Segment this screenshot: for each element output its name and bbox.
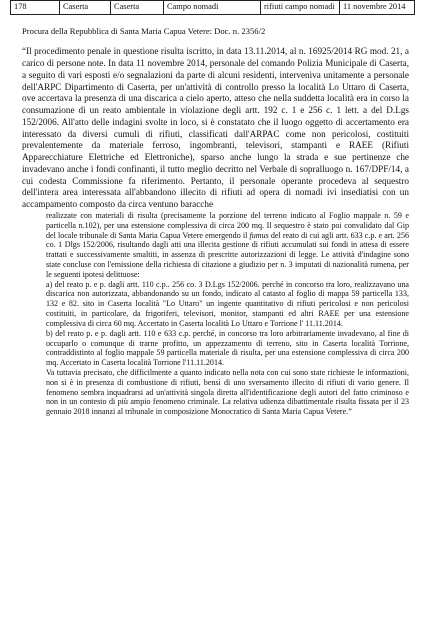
cell-data: 11 novembre 2014 (340, 1, 415, 15)
cell-localita: Caserta (111, 1, 164, 15)
intro-paragraph: “Il procedimento penale in questione risulta iscritto, in data 13.11.2014, al n. 16925/2014 RG mod. 21, a carico di persone note. In data 11 novembre 2014, personale del comando Polizia Municipale di Caserta, a seguito di vari esposti e/o segnalazioni da parte di alcuni residenti, interveniva unitamente a personale dell'ARPC Dipartimento di Caserta, per un'attività di controllo presso la località Lo Uttaro di Caserta, ove accertava la presenza di una discarica a cielo aperto, atteso che nella suddetta località era in corso la consumazione di un reato ambientale in violazione degli artt. 192 c. 1 e 256 c. 1 lett. a del D.Lgs 152/2006. All'atto delle indagini svolte in loco, si è constatato che il luogo oggetto di accertamento era interessato da diversi cumuli di rifiuti, classificati dall'ARPAC come non pericolosi, costituiti prevalentemente da materiale ferroso, ingombranti, televisori, stampanti e RAEE (Rifiuti Apparecchiature Elettriche ed Elettroniche), sparso anche lungo la strada e sue pertinenze che invadevano anche i fondi confinanti, il tutto meglio decritto nel Verbale di sopralluogo n. 167/DPF/14, a cui codesta Commissione fa riferimento. Pertanto, il personale operante procedeva al sequestro dell'intera area interessata all'abbandono illecito di rifiuti ad opera di nomadi ivi insediatisi con un accampamento composto da circa ventuno baracche (22, 46, 409, 210)
quoted-block (46, 211, 409, 417)
quote-paragraph-3: b) del reato p. e p. dagli artt. 110 e 633 c.p. perché, in concorso tra loro arbitrariamente invadevano, al fine di occuparlo o comunque di trarne profitto, un appezzamento di terreno, sito in Caserta località Torrione, contraddistinto al foglio mappale 59 particella materiale di risulta, per una estensione complessiva di circa 200 mq. Accertato in Caserta località Torrione l'11.11.2014. (46, 328, 409, 368)
quote-text: del reato di cui agli artt. 633 c.p. e art. 256 co. 1 Dlgs 152/2006, risultando dagli atti una illecita gestione di rifiuti accumulati sui fondi in attesa di essere trattati e successivamente smaltiti, in assenza di prescritte autorizzazioni di legge. Le attività d'indagine sono state concluse con l'emissione della richiesta di citazione a giudizio per n. 3 imputati di nazionalità rumena, per le seguenti ipotesi delittuose: (46, 230, 409, 279)
table-row (11, 1, 415, 15)
quote-paragraph-2: a) del reato p. e p. dagli artt. 110 c.p.. 256 co. 3 D.Lgs 152/2006. perché in concorso tra loro, realizzavano una discarica non autorizzata, abbandonando su un fondo, indicato al catasto al foglio di mappa 59 particella 133, 132 e 82. sito in Caserta località "Lo Uttaro" un ingente quantitativo di rifiuti pericolosi e non pericolosi costituiti, in particolare, da frigoriferi, televisori, monitor, stampanti ed altri RAEE per una estensione complessiva di circa 60 mq. Accertato in Caserta località Lo Uttaro e Torrione l' 11.11.2014. (46, 279, 409, 328)
quote-paragraph-4: Va tuttavia precisato, che difficilmente a quanto indicato nella nota con cui sono state richieste le informazioni, non si è in presenza di combustione di rifiuti, bensì di uno sversamento illecito di rifiuti di vario genere. Il fenomeno sembra inquadrarsi ad un'attività singola diretta all'identificazione degli autori del fatto criminoso e non in un contesto di più ampio fenomeno criminale. La relativa udienza dibattimentale risulta fissata per il 23 gennaio 2018 innanzi al tribunale in composizione Monocratico di Santa Maria Capua Vetere.” (46, 367, 409, 417)
quote-text: realizzate con materiali di risulta (precisamente la porzione del terreno indicato al Foglio mappale n. 59 e particella n.102), per una estensione complessiva di circa 200 mq. Il sequestro è stato poi convalidato dal Gip del locale tribunale di Santa Maria Capua Vetere emergendo il (46, 210, 409, 240)
source-reference: Procura della Repubblica di Santa Maria Capua Vetere: Doc. n. 2356/2 (22, 25, 266, 36)
quote-paragraph-1 (46, 211, 409, 280)
cell-number: 178 (11, 1, 60, 15)
cell-descrizione: rifiuti campo nomadi (261, 1, 340, 15)
cell-tipo: Campo nomadi (164, 1, 261, 15)
quote-italic-term: fumus (249, 230, 269, 240)
cell-comune: Caserta (60, 1, 111, 15)
record-table (10, 0, 415, 15)
